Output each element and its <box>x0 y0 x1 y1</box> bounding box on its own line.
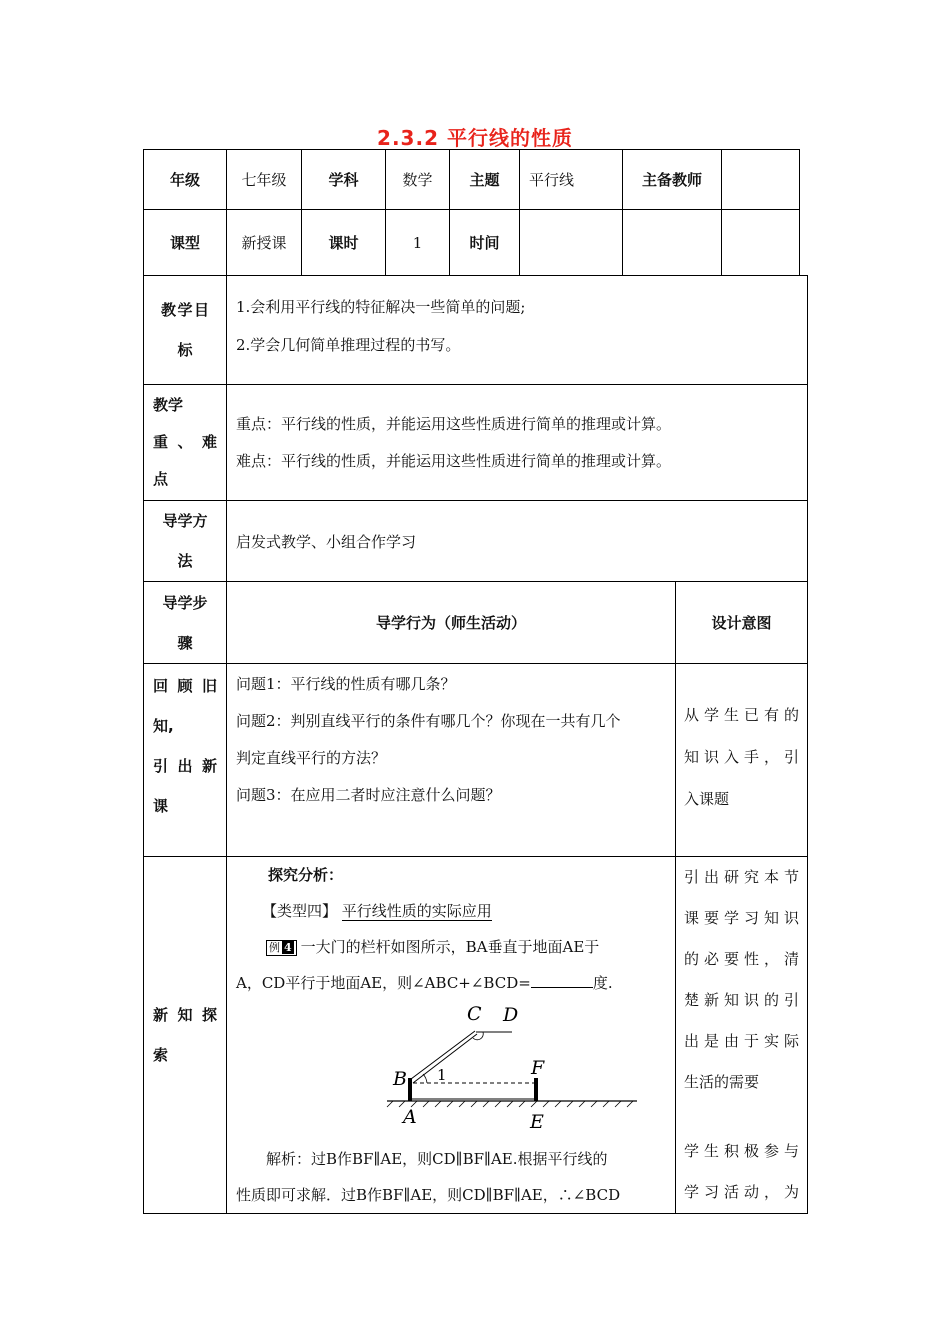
explore-label: 新知探 索 <box>144 857 227 1214</box>
review-intent: 从学生已有的 知识入手，引 入课题 <box>676 664 808 857</box>
explore-intent: 引出研究本节 课要学习知识 的必要性，清 楚新知识的引 出是由于实际 生活的需要 学生积极参与 学习活动，为 <box>676 857 808 1214</box>
label-c: C <box>467 1003 482 1025</box>
subject-value: 数学 <box>386 150 450 210</box>
goal-item: 2.学会几何简单推理过程的书写。 <box>236 336 461 354</box>
grade-value: 七年级 <box>227 150 302 210</box>
explore-content <box>227 857 676 1214</box>
page-title: 2.3.2 平行线的性质 <box>377 126 573 150</box>
period-value: 1 <box>386 210 450 276</box>
example-line-1: 例 4 一大门的栏杆如图所示，BA垂直于地面AE于 <box>236 929 667 965</box>
goals-content <box>227 276 808 385</box>
time-label: 时间 <box>450 210 520 276</box>
question-1: 问题1：平行线的性质有哪几条？ <box>236 675 456 693</box>
label-f: F <box>531 1057 545 1079</box>
question-3: 问题3：在应用二者时应注意什么问题？ <box>236 786 501 804</box>
teacher-value <box>722 150 800 210</box>
topic-value: 平行线 <box>520 150 623 210</box>
example-line-2: A，CD平行于地面AE，则∠ABC+∠BCD= 度. <box>236 974 613 992</box>
example-tag: 例 4 <box>266 940 297 956</box>
answer-blank <box>531 973 593 988</box>
label-angle-1: 1 <box>437 1066 447 1084</box>
steps-label: 导学步 骤 <box>144 582 227 664</box>
method-row <box>144 501 808 582</box>
review-row <box>144 664 808 857</box>
question-2-cont: 判定直线平行的方法？ <box>236 749 387 767</box>
type-label: 课型 <box>144 210 227 276</box>
label-e: E <box>530 1111 544 1131</box>
goals-row <box>144 276 808 385</box>
explore-heading: 探究分析： <box>268 866 344 884</box>
empty-cell <box>722 210 800 276</box>
intent-header: 设计意图 <box>676 582 808 664</box>
key-points-label: 教学 重、难 点 <box>144 385 227 501</box>
label-d: D <box>503 1004 519 1026</box>
analysis-line-2: 性质即可求解．过B作BF∥AE，则CD∥BF∥AE，∴∠BCD <box>236 1186 621 1204</box>
empty-cell <box>623 210 722 276</box>
activity-header: 导学行为（师生活动） <box>227 582 676 664</box>
lesson-table <box>143 275 808 1214</box>
question-2: 问题2：判别直线平行的条件有哪几个？你现在一共有几个 <box>236 712 621 730</box>
explore-row <box>144 857 808 1214</box>
label-a: A <box>403 1106 417 1128</box>
analysis-line-1: 解析：过B作BF∥AE，则CD∥BF∥AE.根据平行线的 <box>266 1150 608 1168</box>
difficult-point: 难点：平行线的性质，并能运用这些性质进行简单的推理或计算。 <box>236 451 672 470</box>
topic-label: 主题 <box>450 150 520 210</box>
gate-figure <box>227 1001 676 1131</box>
key-points-content <box>227 385 808 501</box>
time-value <box>520 210 623 276</box>
key-point: 重点：平行线的性质，并能运用这些性质进行简单的推理或计算。 <box>236 414 672 433</box>
type-heading: 【类型四】 平行线性质的实际应用 <box>262 902 492 920</box>
header-table <box>143 149 800 276</box>
teacher-label: 主备教师 <box>623 150 722 210</box>
subject-label: 学科 <box>302 150 386 210</box>
steps-header-row <box>144 582 808 664</box>
method-value: 启发式教学、小组合作学习 <box>227 501 808 582</box>
label-b: B <box>393 1068 407 1090</box>
goals-label: 教学目 标 <box>144 276 227 385</box>
type-value: 新授课 <box>227 210 302 276</box>
review-label: 回顾旧 知, 引出新 课 <box>144 664 227 857</box>
period-label: 课时 <box>302 210 386 276</box>
key-points-row <box>144 385 808 501</box>
method-label: 导学方 法 <box>144 501 227 582</box>
type-title: 平行线性质的实际应用 <box>341 902 492 920</box>
review-questions <box>227 664 676 857</box>
goal-item: 1.会利用平行线的特征解决一些简单的问题; <box>236 298 526 316</box>
grade-label: 年级 <box>144 150 227 210</box>
